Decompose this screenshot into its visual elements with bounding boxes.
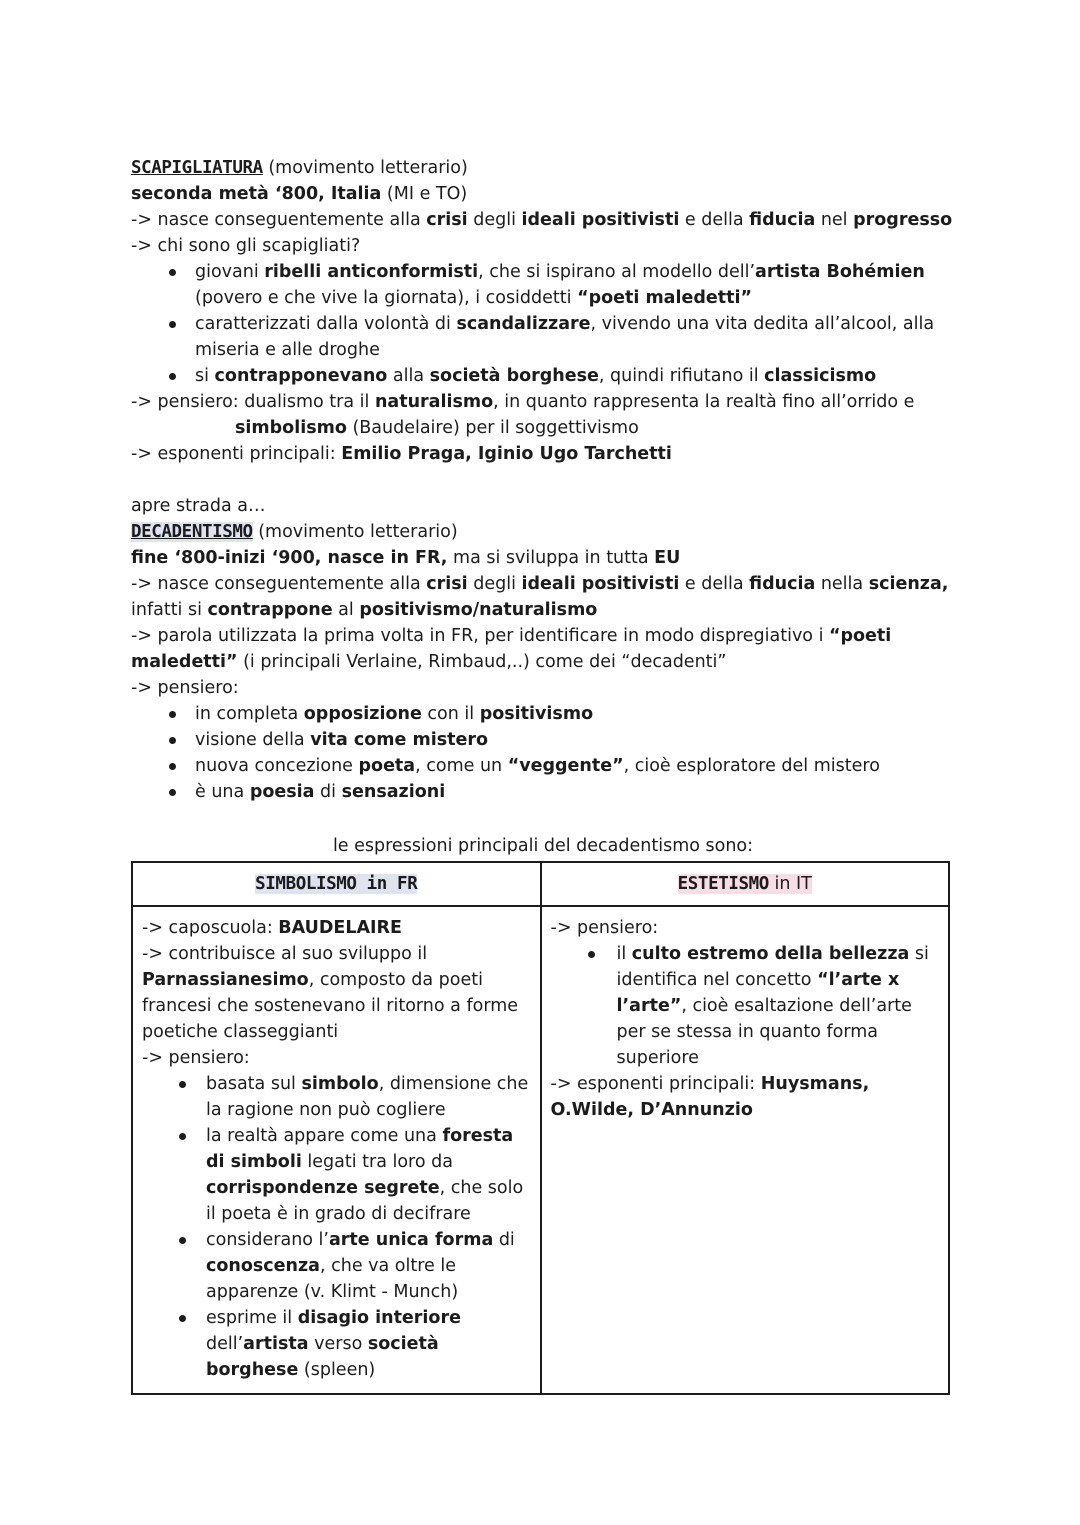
transition-text: apre strada a… [131, 496, 266, 516]
decadentismo-title: DECADENTISMO [131, 522, 253, 542]
table-cell-simbolismo: -> caposcuola: BAUDELAIRE -> contribuisce al suo sviluppo il Parnassianesimo, composto da poeti francesi che sostenevano il ritorno a forme poetiche classeggianti -> pensiero: basata sul simbolo, dimensione che la ragione non può cogliere la realtà appare come una foresta di simboli legati tra loro da corrispondenze segrete, che solo il poeta è in grado di decifrare considerano l’arte unica forma di conoscenza, che va oltre le apparenze (v. Klimt - Munch) esprime il disagio interiore dell’artista verso società borghese (spleen) [132, 906, 541, 1394]
scapigliatura-period: seconda metà ‘800, Italia (MI e TO) [131, 184, 468, 204]
list-item: si contrapponevano alla società borghese, quindi rifiutano il classicismo [131, 363, 951, 389]
list-item: è una poesia di sensazioni [131, 779, 951, 805]
scapigliatura-thought: -> pensiero: dualismo tra il naturalismo, in quanto rappresenta la realtà fino all’orrido e [131, 392, 915, 412]
table-intro: le espressioni principali del decadentismo sono: [332, 836, 754, 856]
scapigliatura-origin: -> nasce conseguentemente alla crisi degli ideali positivisti e della fiducia nel progresso [131, 210, 953, 230]
list-item: esprime il disagio interiore dell’artista verso società borghese (spleen) [142, 1305, 531, 1383]
list-item: la realtà appare come una foresta di simboli legati tra loro da corrispondenze segrete, che solo il poeta è in grado di decifrare [142, 1123, 531, 1227]
decadentismo-thought: -> pensiero: [131, 678, 239, 698]
decadentismo-origin: -> nasce conseguentemente alla crisi degli ideali positivisti e della fiducia nella scienza, [131, 574, 949, 594]
scapigliatura-title: SCAPIGLIATURA [131, 158, 263, 178]
list-item: in completa opposizione con il positivismo [131, 701, 951, 727]
comparison-table [131, 861, 950, 1395]
list-item: visione della vita come mistero [131, 727, 951, 753]
decadentismo-word: -> parola utilizzata la prima volta in FR, per identificare in modo dispregiativo i “poeti [131, 626, 892, 646]
list-item: nuova concezione poeta, come un “veggente”, cioè esploratore del mistero [131, 753, 951, 779]
decadentismo-period: fine ‘800-inizi ‘900, nasce in FR, ma si sviluppa in tutta EU [131, 548, 681, 568]
decadentismo-word-cont: maledetti” (i principali Verlaine, Rimbaud,..) come dei “decadenti” [131, 652, 727, 672]
list-item: basata sul simbolo, dimensione che la ragione non può cogliere [142, 1071, 531, 1123]
list-item: considerano l’arte unica forma di conoscenza, che va oltre le apparenze (v. Klimt - Munch) [142, 1227, 531, 1305]
list-item: caratterizzati dalla volontà di scandalizzare, vivendo una vita dedita all’alcool, alla miseria e alle droghe [131, 311, 951, 363]
scapigliatura-question: -> chi sono gli scapigliati? [131, 236, 361, 256]
list-item: giovani ribelli anticonformisti, che si ispirano al modello dell’artista Bohémien (povero e che vive la giornata), i cosiddetti “poeti maledetti” [131, 259, 951, 311]
scapigliatura-thought-cont: simbolismo (Baudelaire) per il soggettivismo [235, 418, 639, 438]
table-header-simbolismo: SIMBOLISMO in FR [132, 862, 541, 906]
list-item: il culto estremo della bellezza si identifica nel concetto “l’arte x l’arte”, cioè esaltazione dell’arte per se stessa in quanto forma superiore [551, 941, 940, 1071]
document-page [131, 155, 951, 1395]
decadentismo-heading: DECADENTISMO (movimento letterario) [131, 522, 458, 542]
decadentismo-origin-cont: infatti si contrappone al positivismo/naturalismo [131, 600, 598, 620]
table-cell-estetismo: -> pensiero: il culto estremo della bellezza si identifica nel concetto “l’arte x l’arte”, cioè esaltazione dell’arte per se stessa in quanto forma superiore -> esponenti principali: Huysmans, O.Wilde, D’Annunzio [541, 906, 950, 1394]
table-header-estetismo: ESTETISMO in IT [541, 862, 950, 906]
scapigliatura-heading: SCAPIGLIATURA (movimento letterario) [131, 158, 468, 178]
scapigliatura-exponents: -> esponenti principali: Emilio Praga, Iginio Ugo Tarchetti [131, 444, 672, 464]
